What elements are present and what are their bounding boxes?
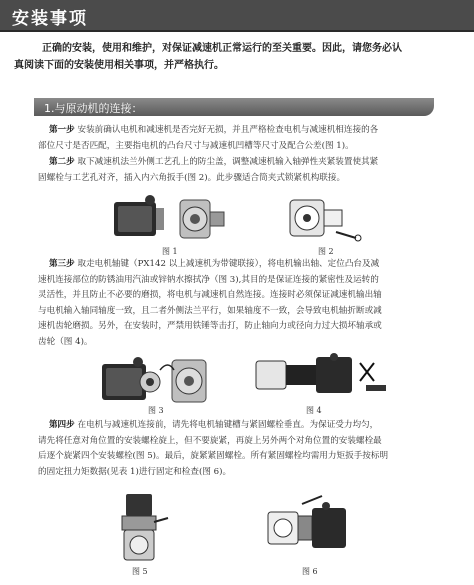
step-3-line-3: 灵活性，并且防止不必要的磨损，将电机与减速机自然连接。连接时必须保证减速机输出轴 <box>38 290 382 300</box>
page-title: 安装事项 <box>12 9 88 29</box>
figure-5-illustration <box>110 490 170 564</box>
step-3-line-6: 齿轮（图 4)。 <box>38 336 93 347</box>
step-4-line-2: 请先将任意对角位置的安装螺栓旋上，但不要旋紧，再旋上另外两个对角位置的安装螺栓最 <box>38 435 382 446</box>
step-2-line-1: 取下减速机法兰外侧工艺孔上的防尘盖，调整减速机输入轴弹性夹紧装置使其紧 <box>77 157 379 167</box>
step-2-paragraph <box>38 155 438 186</box>
intro-line-2: 真阅读下面的安装使用相关事项，并严格执行。 <box>14 60 224 71</box>
intro-line-1: 正确的安装，使用和维护，对保证减速机正常运行的至关重要。因此，请您务必认 <box>42 43 402 54</box>
step-3-line-2: 速机连接部位的防锈油用汽油或锌钠水擦拭净（图 3),其目的是保证连接的紧密性及运转的 <box>38 274 379 285</box>
figure-1-illustration <box>110 190 230 248</box>
step-4-line-3: 后逐个旋紧四个安装螺栓(图 5)。最后，旋紧紧固螺栓。所有紧固螺栓均需用力矩扳手按标明 <box>38 451 389 461</box>
figure-6-caption: 图 6 <box>302 567 318 576</box>
figure-5-caption: 图 5 <box>132 567 148 576</box>
figure-1-caption: 图 1 <box>162 247 178 256</box>
step-2-label: 第二步 <box>48 157 75 167</box>
figure-2-illustration <box>284 192 364 244</box>
step-1-paragraph <box>38 123 438 154</box>
figure-4-caption: 图 4 <box>306 406 322 415</box>
figure-2-caption: 图 2 <box>318 247 334 256</box>
step-4-line-4: 的固定扭力矩数据(见表 1)进行固定和检查(图 6)。 <box>38 466 232 477</box>
figure-6-illustration <box>262 494 358 558</box>
section-heading-bar <box>34 98 434 116</box>
step-4-paragraph <box>38 418 438 480</box>
step-3-label: 第三步 <box>48 259 75 269</box>
figure-4-illustration <box>252 345 392 407</box>
step-1-label: 第一步 <box>48 125 75 135</box>
step-3-line-5: 速机齿轮磨损。另外，在安装时，严禁用铁锤等击打，防止轴向力或径向力过大损坏轴承或 <box>38 321 382 331</box>
intro-paragraph <box>14 40 462 74</box>
step-3-line-1: 取走电机轴键（PX142 以上减速机为带键联接），将电机输出轴、定位凸台及减 <box>77 259 380 269</box>
step-4-line-1: 在电机与减速机连接前，请先将电机轴键槽与紧固螺栓垂直。为保证受力均匀， <box>77 420 379 430</box>
page-header <box>0 0 474 32</box>
figure-3-illustration <box>98 350 226 412</box>
step-1-line-2: 部位尺寸是否匹配，主要指电机的凸台尺寸与减速机凹槽等尺寸及配合公差(图 1)。 <box>38 140 354 151</box>
step-3-paragraph <box>38 257 438 350</box>
step-3-line-4: 与电机输入轴同轴度一致，且二者外侧法兰平行，如果轴度不一致，会导致电机轴折断或减 <box>38 305 382 316</box>
step-1-line-1: 安装前确认电机和减速机是否完好无损，并且严格检查电机与减速机相连接的各 <box>77 125 379 135</box>
step-2-line-2: 固螺栓与工艺孔对齐，插入内六角扳手(图 2)。此步骤适合筒夹式锁紧机构联接。 <box>38 172 346 183</box>
figure-3-caption: 图 3 <box>148 406 164 415</box>
section-title: 1.与原动机的连接： <box>44 102 143 115</box>
step-4-label: 第四步 <box>48 420 75 430</box>
